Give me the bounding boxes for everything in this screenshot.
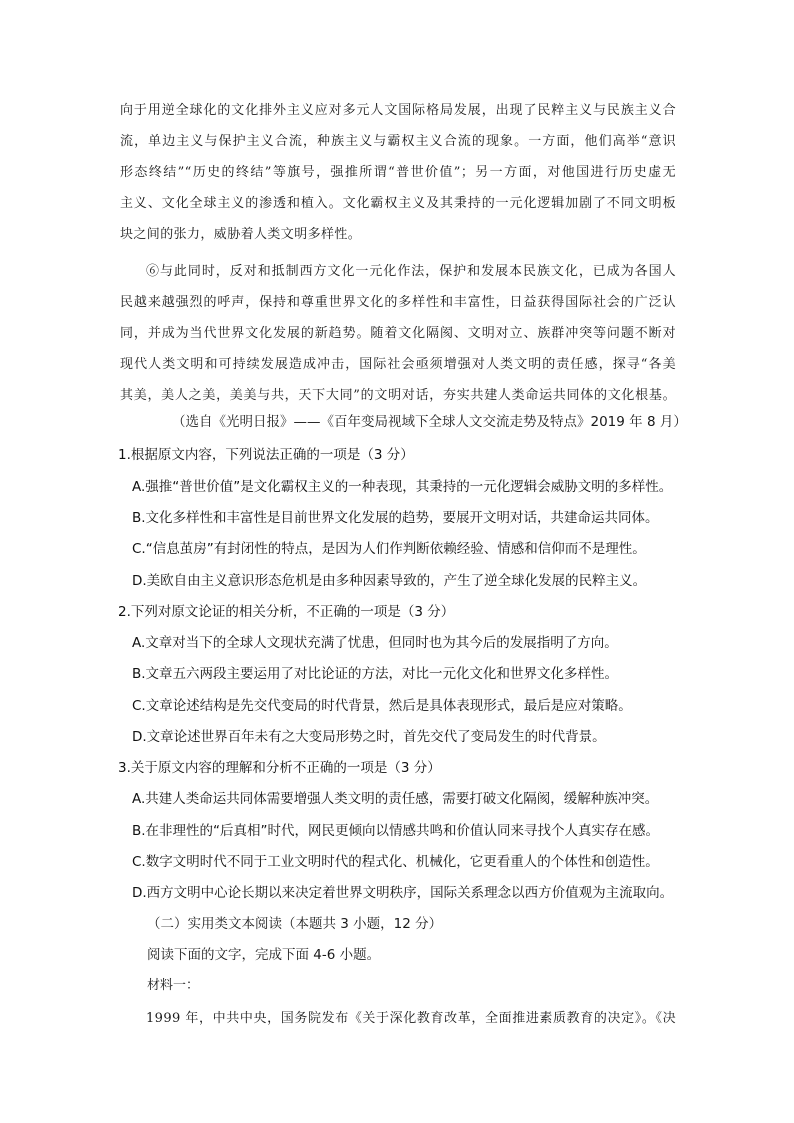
source-citation: （选自《光明日报》——《百年变局视域下全球人文交流走势及特点》2019 年 8 月） bbox=[172, 414, 687, 430]
passage-line: 流，单边主义与保护主义合流，种族主义与霸权主义合流的现象。一方面，他们高举“意识 bbox=[120, 134, 676, 149]
material-paragraph bbox=[120, 1003, 676, 1034]
question-1-option-a: A.强推“普世价值”是文化霸权主义的一种表现，其秉持的一元化逻辑会威胁文明的多样性。 bbox=[132, 479, 673, 495]
question-2-option-a: A.文章对当下的全球人文现状充满了忧患，但同时也为其今后的发展指明了方向。 bbox=[132, 635, 618, 651]
question-1-option-d: D.美欧自由主义意识形态危机是由多种因素导致的，产生了逆全球化发展的民粹主义。 bbox=[132, 573, 647, 589]
passage-paragraph-6 bbox=[120, 256, 676, 411]
material-line: 1999 年，中共中央，国务院发布《关于深化教育改革，全面推进素质教育的决定》。《决 bbox=[146, 1011, 676, 1026]
passage-line: 主义、文化全球主义的渗透和植入。文化霸权主义及其秉持的一元化逻辑加剧了不同文明板 bbox=[120, 196, 676, 211]
passage-line: 其美，美人之美，美美与共，天下大同”的文明对话，夯实共建人类命运共同体的文化根基。 bbox=[120, 388, 676, 403]
question-1-option-c: C.“信息茧房”有封闭性的特点，是因为人们作判断依赖经验、情感和信仰而不是理性。 bbox=[132, 541, 646, 557]
question-2-option-c: C.文章论述结构是先交代变局的时代背景，然后是具体表现形式，最后是应对策略。 bbox=[132, 698, 632, 714]
passage-line: 向于用逆全球化的文化排外主义应对多元人文国际格局发展，出现了民粹主义与民族主义合 bbox=[120, 103, 676, 118]
material-label: 材料一： bbox=[147, 978, 200, 993]
question-3-stem: 3.关于原文内容的理解和分析不正确的一项是（3 分） bbox=[118, 760, 441, 776]
passage-line: 现代人类文明和可持续发展造成冲击，国际社会亟须增强对人类文明的责任感，探寻“各美 bbox=[120, 357, 676, 372]
passage-line: 块之间的张力，威胁着人类文明多样性。 bbox=[120, 227, 362, 242]
passage-paragraph-5 bbox=[120, 95, 676, 250]
passage-line: 民越来越强烈的呼声，保持和尊重世界文化的多样性和丰富性，日益获得国际社会的广泛认 bbox=[120, 295, 676, 310]
passage-line: ⑥与此同时，反对和抵制西方文化一元化作法，保护和发展本民族文化，已成为各国人 bbox=[146, 264, 676, 279]
section-instruction: 阅读下面的文字，完成下面 4-6 小题。 bbox=[147, 947, 381, 963]
question-3-option-d: D.西方文明中心论长期以来决定着世界文明秩序，国际关系理念以西方价值观为主流取向。 bbox=[132, 885, 674, 901]
question-2-option-b: B.文章五六两段主要运用了对比论证的方法，对比一元化文化和世界文化多样性。 bbox=[132, 666, 619, 682]
question-3-option-c: C.数字文明时代不同于工业文明时代的程式化、机械化，它更看重人的个体性和创造性。 bbox=[132, 854, 659, 870]
question-2-option-d: D.文章论述世界百年未有之大变局形势之时，首先交代了变局发生的时代背景。 bbox=[132, 729, 606, 745]
passage-line: 形态终结”“历史的终结”等旗号，强推所谓“普世价值”；另一方面，对他国进行历史虚无 bbox=[120, 165, 676, 180]
question-1-option-b: B.文化多样性和丰富性是目前世界文化发展的趋势，要展开文明对话，共建命运共同体。 bbox=[132, 510, 659, 526]
question-1-stem: 1.根据原文内容，下列说法正确的一项是（3 分） bbox=[118, 447, 414, 463]
question-2-stem: 2.下列对原文论证的相关分析，不正确的一项是（3 分） bbox=[118, 604, 455, 620]
section-heading: （二）实用类文本阅读（本题共 3 小题，12 分） bbox=[147, 916, 443, 932]
question-3-option-b: B.在非理性的“后真相”时代，网民更倾向以情感共鸣和价值认同来寻找个人真实存在感。 bbox=[132, 823, 660, 839]
question-3-option-a: A.共建人类命运共同体需要增强人类文明的责任感，需要打破文化隔阂，缓解种族冲突。 bbox=[132, 791, 659, 807]
passage-line: 同，并成为当代世界文化发展的新趋势。随着文化隔阂、文明对立、族群冲突等问题不断对 bbox=[120, 326, 676, 341]
